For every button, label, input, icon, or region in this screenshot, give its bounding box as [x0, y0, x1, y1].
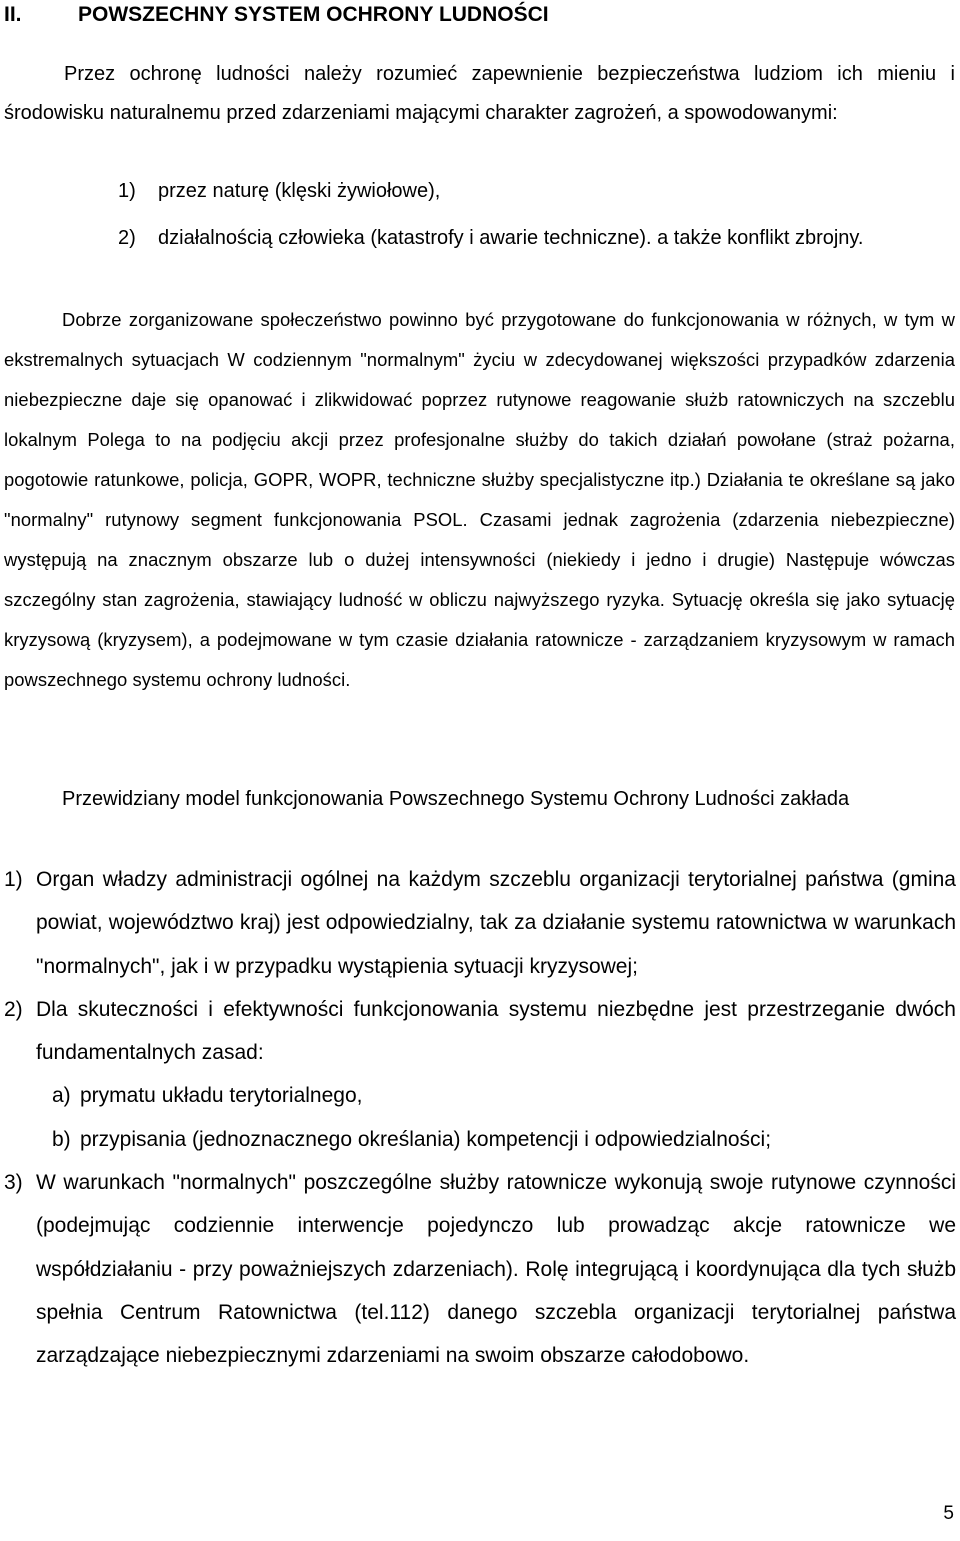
- list-item-body: [36, 988, 956, 1161]
- list-item-number: 3): [4, 1171, 23, 1195]
- list-item-text: Dla skuteczności i efektywności funkcjonowania systemu niezbędne jest przestrzeganie dwóch fundamentalnych zasad:: [36, 997, 956, 1065]
- list-item-text: przez naturę (klęski żywiołowe),: [158, 180, 441, 202]
- paragraph-preparedness: Dobrze zorganizowane społeczeństwo powinno być przygotowane do funkcjonowania w różnych, w tym w ekstremalnych sytuacjach W codziennym "normalnym" życiu w zdecydowanej większości przypadków zdarzenia niebezpieczne daje się opanować i zlikwidować poprzez rutynowe reagowanie służb ratowniczych na szczeblu lokalnym Polega to na podjęciu akcji przez profesjonalne służby do takich działań powołane (straż pożarna, pogotowie ratunkowe, policja, GOPR, WOPR, techniczne służby specjalistyczne itp.) Działania te określane są jako "normalny" rutynowy segment funkcjonowania PSOL. Czasami jednak zagrożenia (zdarzenia niebezpieczne) występują na znacznym obszarze lub o dużej intensywności (niekiedy i jedno i drugie) Następuje wówczas szczególny stan zagrożenia, stawiający ludność w obliczu najwyższego ryzyka. Sytuację określa się jako sytuację kryzysową (kryzysem), a podejmowane w tym czasie działania ratownicze - zarządzaniem kryzysowym w ramach powszechnego systemu ochrony ludności.: [4, 309, 955, 690]
- list-item: [4, 858, 956, 988]
- list-item-number: 2): [118, 227, 136, 249]
- sub-list-item-letter: b): [52, 1127, 71, 1151]
- sub-list-item-text: prymatu układu terytorialnego,: [80, 1084, 363, 1108]
- list-item-number: 1): [4, 868, 23, 891]
- list-item: [118, 219, 958, 258]
- list-item: [118, 172, 958, 211]
- list-item-number: 1): [118, 180, 136, 202]
- list-item-text: działalnością człowieka (katastrofy i awarie techniczne). a także konflikt zbrojny.: [158, 227, 864, 249]
- section-number: II.: [4, 3, 22, 26]
- list-item-text: W warunkach "normalnych" poszczególne służby ratownicze wykonują swoje rutynowe czynności (podejmując codziennie interwencje pojedynczo lub prowadząc akcje ratownicze we współdziałaniu - przy poważniejszych zdarzeniach). Rolę integrującą i koordynująca dla tych służb spełnia Centrum Ratownictwa (tel.112) danego szczebla organizacji terytorialnej państwa zarządzające niebezpiecznymi zdarzeniami na swoim obszarze całodobowo.: [36, 1171, 956, 1368]
- list-item-number: 2): [4, 997, 23, 1021]
- causes-list: [118, 172, 958, 258]
- principles-list: [4, 858, 956, 1378]
- section-heading: [4, 0, 954, 30]
- sub-list-item-letter: a): [52, 1084, 71, 1108]
- sub-list-item: [52, 1118, 956, 1161]
- fundamental-rules-list: [36, 1074, 956, 1161]
- section-title: POWSZECHNY SYSTEM OCHRONY LUDNOŚCI: [78, 3, 549, 26]
- intro-paragraph: Przez ochronę ludności należy rozumieć zapewnienie bezpieczeństwa ludziom ich mieniu i środowisku naturalnemu przed zdarzeniami mającymi charakter zagrożeń, a spowodowanymi:: [4, 63, 955, 124]
- list-item: [4, 988, 956, 1161]
- list-item-text: Organ władzy administracji ogólnej na każdym szczeblu organizacji terytorialnej państwa (gmina powiat, województwo kraj) jest odpowiedzialny, tak za działanie systemu ratownictwa w warunkach "normalnych", jak i w przypadku wystąpienia sytuacji kryzysowej;: [36, 868, 956, 978]
- page-number: 5: [943, 1503, 954, 1524]
- sub-list-item-text: przypisania (jednoznacznego określania) kompetencji i odpowiedzialności;: [80, 1127, 772, 1151]
- paragraph-model: Przewidziany model funkcjonowania Powszechnego Systemu Ochrony Ludności zakłada: [62, 788, 850, 810]
- list-item: [4, 1161, 956, 1377]
- sub-list-item: [52, 1074, 956, 1117]
